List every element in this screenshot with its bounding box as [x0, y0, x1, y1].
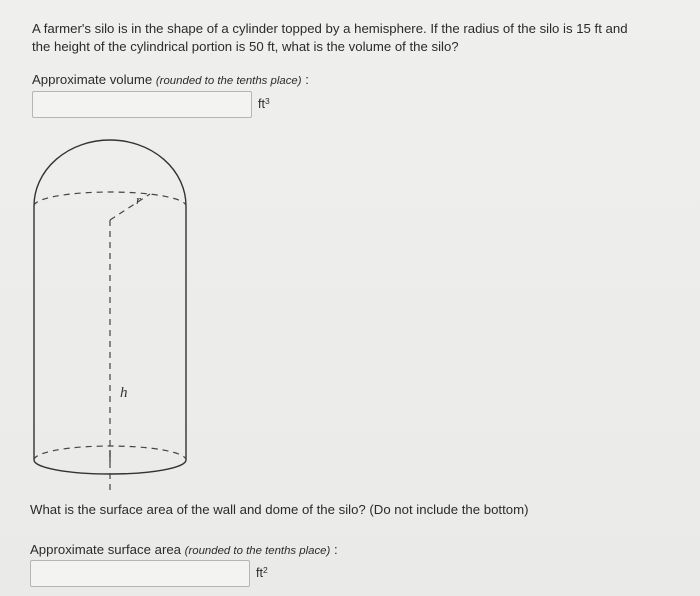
- surface-area-label-colon: :: [330, 542, 338, 557]
- radius-label: r: [136, 192, 142, 207]
- volume-unit-base: ft: [258, 97, 265, 111]
- radius-line: [110, 194, 150, 220]
- surface-area-label-hint: (rounded to the tenths place): [184, 545, 331, 557]
- volume-label-main: Approximate volume: [32, 72, 153, 87]
- question-volume-text: A farmer's silo is in the shape of a cylinder topped by a hemisphere. If the radius of the silo is 15 ft and the height of the cylindrical portion is 50 ft, what is the volume of the silo?: [32, 21, 628, 54]
- surface-area-unit-exponent: 2: [262, 565, 268, 575]
- height-label: h: [120, 385, 128, 401]
- volume-label-hint: (rounded to the tenths place): [155, 75, 302, 87]
- volume-label-colon: :: [301, 72, 309, 87]
- volume-unit-exponent: 3: [264, 96, 270, 106]
- volume-answer-input[interactable]: [32, 91, 252, 118]
- volume-unit: [258, 96, 270, 111]
- top-ellipse-dashed: [34, 192, 186, 206]
- question-surface-area-text: What is the surface area of the wall and dome of the silo? (Do not include the bottom): [30, 502, 529, 517]
- surface-area-label: [30, 542, 338, 559]
- surface-area-label-main: Approximate surface area: [30, 542, 181, 557]
- surface-area-unit: [256, 565, 268, 580]
- surface-area-answer-input[interactable]: [30, 560, 250, 587]
- surface-area-unit-base: ft: [256, 566, 263, 580]
- volume-label: [32, 72, 309, 89]
- silo-diagram: [28, 132, 198, 494]
